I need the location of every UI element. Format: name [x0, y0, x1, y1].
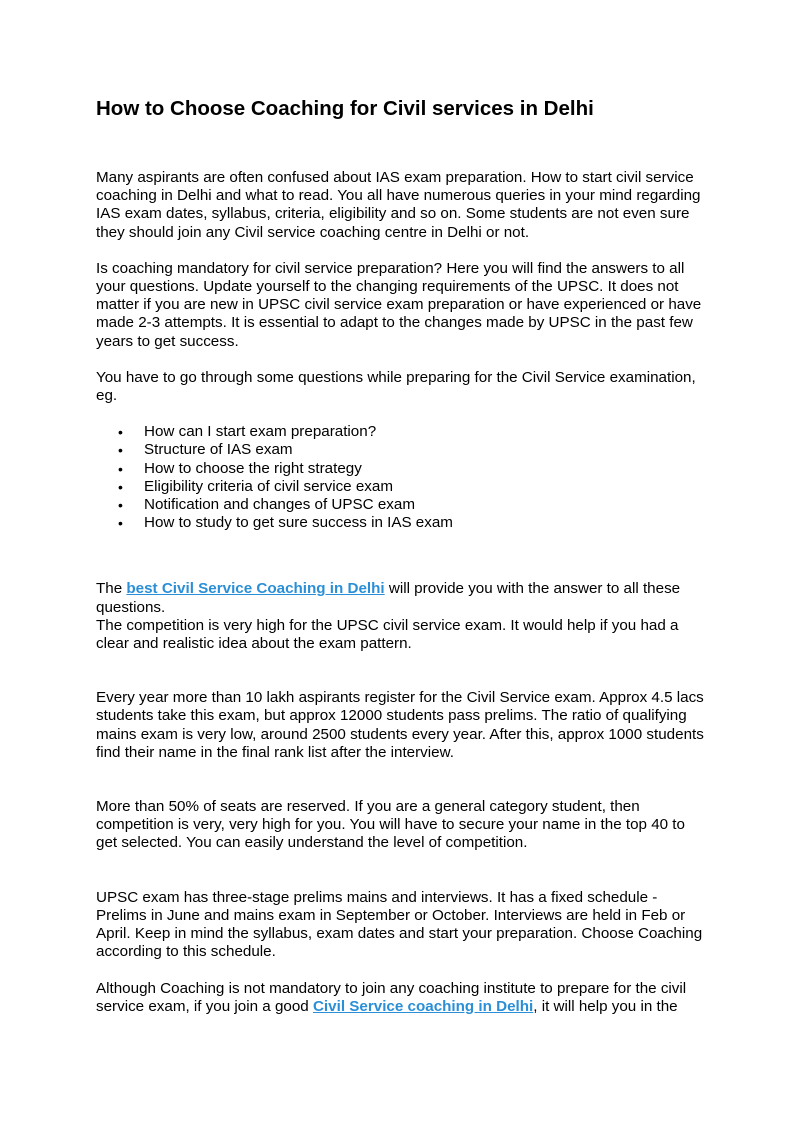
paragraph-intro: Many aspirants are often confused about IAS exam preparation. How to start civil service coaching in Delhi and what to read. You all have numerous queries in your mind regarding IAS exam dates, syllabus, criteria, eligibility and so on. Some students are not even sure they should join any Civil service coaching centre in Delhi or not.: [96, 169, 701, 241]
paragraph-statistics: Every year more than 10 lakh aspirants register for the Civil Service exam. Approx 4.5 lacs students take this exam, but approx 12000 students pass prelims. The ratio of qualifying mains exam is very low, around 2500 students every year. After this, approx 1000 students find their name in the final rank list after the interview.: [96, 689, 704, 761]
paragraph-exam-schedule: UPSC exam has three-stage prelims mains and interviews. It has a fixed schedule - Prelims in June and mains exam in September or October. Interviews are held in Feb or April. Keep in mind the syllabus, exam dates and start your preparation. Choose Coaching according to this schedule.: [96, 888, 703, 961]
civil-service-coaching-link[interactable]: Civil Service coaching in Delhi: [312, 997, 534, 1015]
text-before-link: Although Coaching is not mandatory to join any coaching institute to prepare for the civil service exam, if you join a good: [96, 979, 687, 1015]
questions-list: [96, 423, 706, 532]
paragraph-reservation: More than 50% of seats are reserved. If you are a general category student, then competition is very, very high for you. You will have to secure your name in the top 40 to get selected. You can easily understand the level of competition.: [96, 798, 685, 852]
list-item: • How can I start exam preparation?: [96, 423, 706, 441]
text-before-link: The: [96, 580, 127, 598]
paragraph-competition: The competition is very high for the UPSC civil service exam. It would help if you had a clear and realistic idea about the exam pattern.: [96, 616, 679, 653]
paragraph-coaching-mandatory: Is coaching mandatory for civil service preparation? Here you will find the answers to all your questions. Update yourself to the changing requirements of the UPSC. It does not matter if you are new in UPSC civil service exam preparation or have experienced or have made 2-3 attempts. It is essential to adapt to the changes made by UPSC in the past few years to get success.: [96, 259, 702, 350]
paragraph-best-coaching-line1: [96, 580, 706, 616]
page-title: How to Choose Coaching for Civil services in Delhi: [96, 97, 594, 120]
text-after-link: will provide you with the answer to all these questions.: [96, 580, 681, 616]
list-item: • Eligibility criteria of civil service exam: [96, 478, 706, 496]
list-item: • Structure of IAS exam: [96, 441, 706, 459]
document-page: [96, 95, 706, 1016]
text-after-link: , it will help you in the: [533, 997, 678, 1015]
paragraph-questions-intro: You have to go through some questions while preparing for the Civil Service examination, eg.: [96, 368, 696, 405]
list-item: • How to study to get sure success in IAS exam: [96, 514, 706, 532]
paragraph-coaching-help: [96, 980, 706, 1016]
list-item: • How to choose the right strategy: [96, 460, 706, 478]
paragraph-best-coaching: [96, 580, 706, 653]
best-coaching-link[interactable]: best Civil Service Coaching in Delhi: [126, 580, 385, 598]
list-item: • Notification and changes of UPSC exam: [96, 496, 706, 514]
